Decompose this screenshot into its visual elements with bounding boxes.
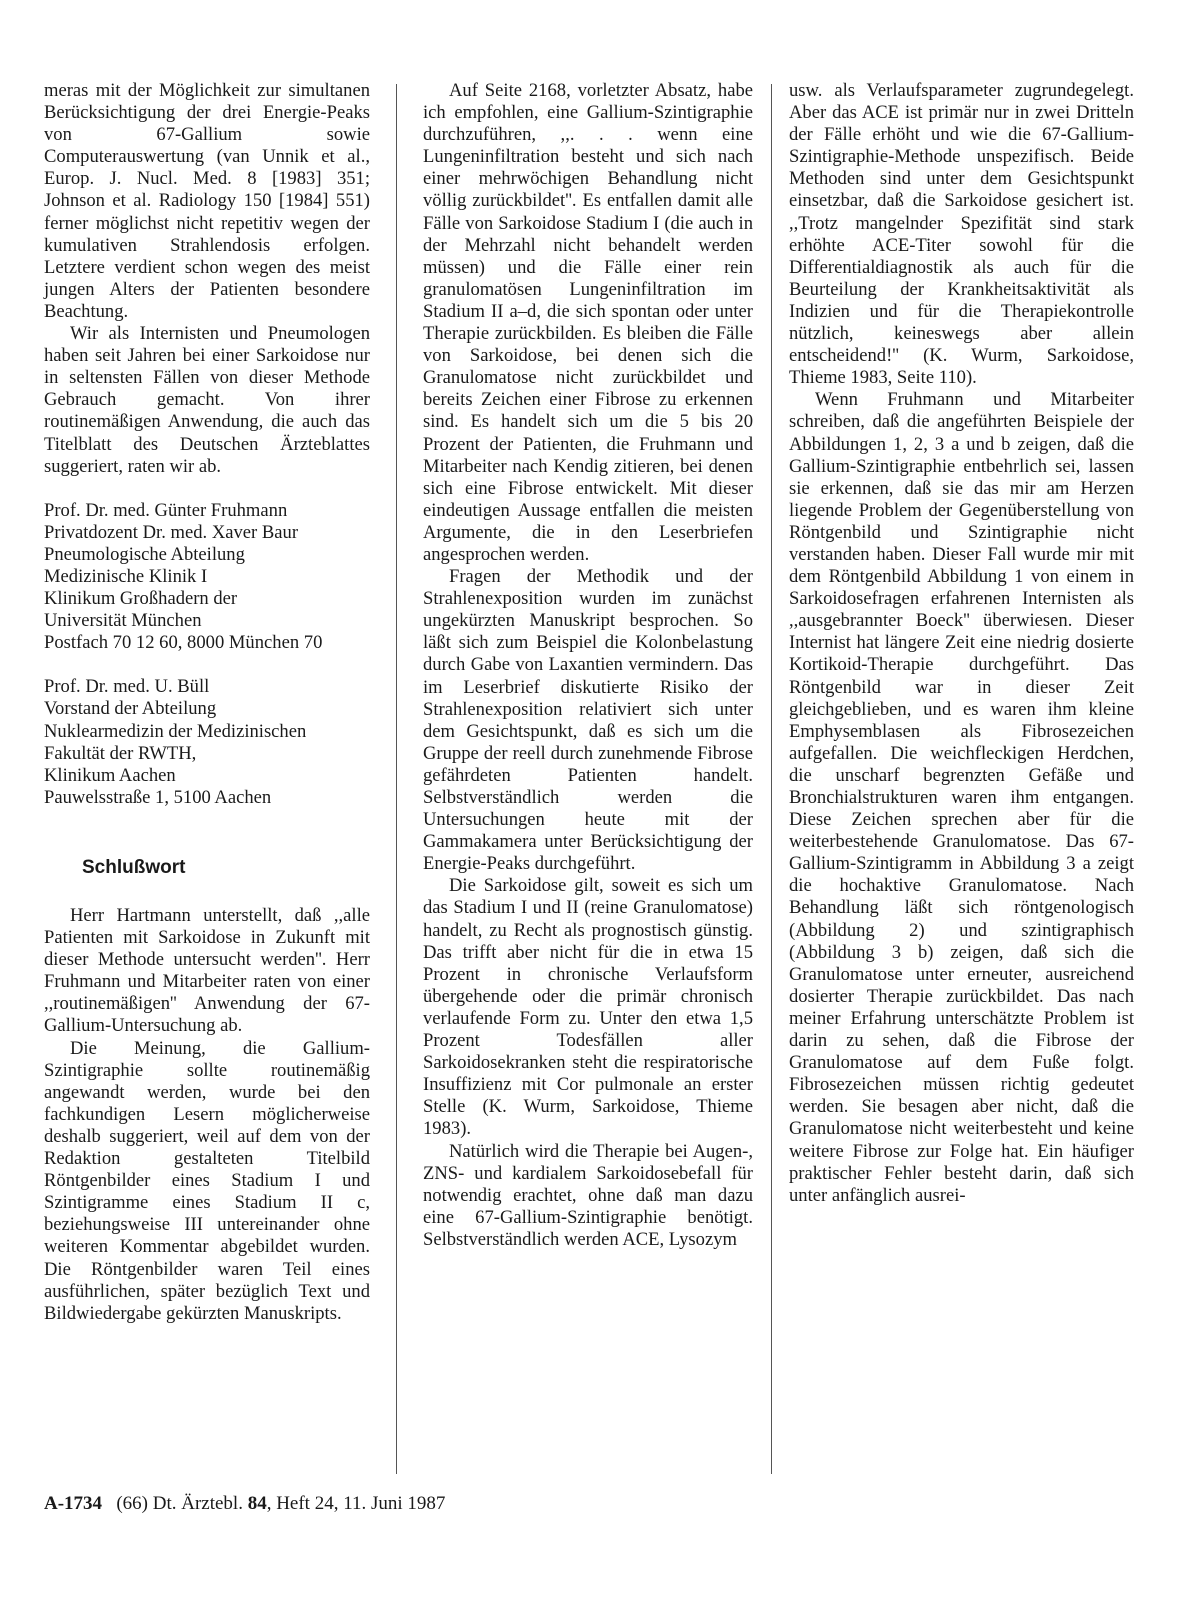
paragraph: Die Meinung, die Gallium-Szintigraphie sollte routinemäßig angewandt werden, wurde bei den fachkundigen Lesern möglicherweise deshalb suggeriert, weil auf dem von der Redaktion gestalteten Titelbild Röntgenbilder eines Stadium I und Szintigramme eines Stadium II c, beziehungsweise III untereinander ohne weiteren Kommentar abgebildet wurden. Die Röntgenbilder waren Teil eines ausführlichen, später bezüglich Text und Bildwiedergabe gekürzten Manuskripts. (44, 1037, 370, 1324)
author-address-2 (44, 676, 370, 809)
address-line: Prof. Dr. med. U. Büll (44, 676, 210, 698)
paragraph: Herr Hartmann unterstellt, daß ,,alle Patienten mit Sarkoidose in Zukunft mit dieser Methode untersucht werden''. Herr Fruhmann und Mitarbeiter raten von einer ,,routinemäßigen'' Anwendung der 67-Gallium-Untersuchung ab. (44, 905, 370, 1037)
address-line: Nuklearmedizin der Medizinischen (44, 720, 307, 742)
address-line: Fakultät der RWTH, (44, 742, 197, 764)
address-line: Privatdozent Dr. med. Xaver Baur (44, 521, 299, 543)
paragraph: Fragen der Methodik und der Strahlenexposition wurden im zunächst ungekürzten Manuskript besprochen. So läßt sich zum Beispiel die Kolonbelastung durch Gabe von Laxantien vermindern. Das im Leserbrief diskutierte Risiko der Strahlenexposition relativiert sich unter dem Gesichtspunkt, daß es sich um die Gruppe der reell durch zunehmende Fibrose gefährdeten Patienten handelt. Selbstverständlich werden die Untersuchungen heute mit der Gammakamera unter Berücksichtigung der Energie-Peaks durchgeführt. (423, 566, 753, 875)
column-rule (396, 84, 397, 1474)
page-footer (44, 1493, 445, 1515)
paragraph: Die Sarkoidose gilt, soweit es sich um das Stadium I und II (reine Granulomatose) handelt, zu Recht als prognostisch günstig. Das trifft aber nicht für die in etwa 15 Prozent in chronische Verlaufsform übergehende oder die primär chronisch verlaufende Form zu. Unter den etwa 1,5 Prozent Todesfällen aller Sarkoidosekranken steht die respiratorische Insuffizienz mit Cor pulmonale an erster Stelle (K. Wurm, Sarkoidose, Thieme 1983). (423, 875, 753, 1140)
address-line: Postfach 70 12 60, 8000 München 70 (44, 632, 323, 654)
address-line: Klinikum Großhadern der (44, 588, 238, 610)
paragraph: Auf Seite 2168, vorletzter Absatz, habe ich empfohlen, eine Gallium-Szintigraphie durchzuführen, ,,. . . wenn eine Lungeninfiltration besteht und sich nach einer mehrwöchigen Behandlung nicht völlig zurückbildet''. Es entfallen damit alle Fälle von Sarkoidose Stadium I (die auch in der Mehrzahl nicht behandelt werden müssen) und die Fälle einer rein granulomatösen Lungeninfiltration im Stadium II a–d, die sich spontan oder unter Therapie zurückbilden. Es bleiben die Fälle von Sarkoidose, bei denen sich die Granulomatose nicht zurückbildet und bereits Zeichen einer Fibrose zu erkennen sind. Es handelt sich um die 5 bis 20 Prozent der Patienten, die Fruhmann und Mitarbeiter nach Kendig zitieren, bei denen sich eine Fibrose entwickelt. Mit dieser eindeutigen Aussage entfallen die meisten Argumente, die in den Leserbriefen angesprochen werden. (423, 80, 753, 565)
column-right (789, 80, 1134, 1207)
journal-volume: 84 (247, 1493, 267, 1514)
address-line: Klinikum Aachen (44, 764, 176, 786)
journal-issue: , Heft 24, 11. Juni 1987 (266, 1493, 446, 1514)
paragraph: Wir als Internisten und Pneumologen haben seit Jahren bei einer Sarkoidose nur in seltensten Fällen von dieser Methode Gebrauch gemacht. Von ihrer routinemäßigen Anwendung, die auch das Titelblatt des Deutschen Ärzteblattes suggeriert, raten wir ab. (44, 323, 370, 477)
column-left (44, 80, 370, 1325)
paragraph: Natürlich wird die Therapie bei Augen-, ZNS- und kardialem Sarkoidosebefall für notwendig erachtet, ohne daß man dazu eine 67-Gallium-Szintigraphie benötigt. Selbstverständlich werden ACE, Lysozym (423, 1140, 753, 1250)
journal-citation: (66) Dt. Ärztebl. (116, 1493, 243, 1514)
author-address-1 (44, 500, 370, 655)
address-line: Pauwelsstraße 1, 5100 Aachen (44, 786, 272, 808)
paragraph: usw. als Verlaufsparameter zugrundegelegt. Aber das ACE ist primär nur in zwei Dritteln der Fälle erhöht und wie die 67-Gallium-Szintigraphie-Methode unspezifisch. Beide Methoden sind unter dem Gesichtspunkt einsetzbar, daß die Sarkoidose gesichert ist. ,,Trotz mangelnder Spezifität sind stark erhöhte ACE-Titer sowohl für die Differentialdiagnostik als auch für die Beurteilung der Krankheitsaktivität als Indizien und für die Therapiekontrolle nützlich, keineswegs aber allein entscheidend!'' (K. Wurm, Sarkoidose, Thieme 1983, Seite 110). (789, 80, 1134, 389)
column-rule (771, 84, 772, 1474)
address-line: Prof. Dr. med. Günter Fruhmann (44, 499, 288, 521)
section-heading: Schlußwort (82, 856, 186, 878)
address-line: Universität München (44, 610, 202, 632)
paragraph: Wenn Fruhmann und Mitarbeiter schreiben, daß die angeführten Beispiele der Abbildungen 1, 2, 3 a und b zeigen, daß die Gallium-Szintigraphie entbehrlich sei, lassen sie erkennen, daß sie das mir am Herzen liegende Problem der Gegenüberstellung von Röntgenbild und Szintigraphie nicht verstanden haben. Dieser Fall wurde mir mit dem Röntgenbild Abbildung 1 von einem in Sarkoidosefragen erfahrenen Internisten als ,,ausgebrannter Boeck'' überwiesen. Dieser Internist hat längere Zeit eine niedrig dosierte Kortikoid-Therapie durchgeführt. Das Röntgenbild war in dieser Zeit gleichgeblieben, und es waren ihm kleine Emphysemblasen als Fibrosezeichen aufgefallen. Die weichfleckigen Herdchen, die unscharf begrenzten Gefäße und Bronchialstrukturen waren ihm entgangen. Diese Zeichen sprechen aber für die weiterbestehende Granulomatose. Das 67-Gallium-Szintigramm in Abbildung 3 a zeigt die hochaktive Granulomatose. Nach Behandlung läßt sich röntgenologisch (Abbildung 2) und szintigraphisch (Abbildung 3 b) zeigen, daß sich die Granulomatose unter erneuter, ausreichend dosierter Therapie zurückbildet. Das nach meiner Erfahrung unterschätzte Problem ist darin zu sehen, daß die Fibrose der Granulomatose auf dem Fuße folgt. Fibrosezeichen müssen richtig gedeutet werden. Sie besagen aber nicht, daß die Granulomatose nicht weiterbesteht und keine weitere Fibrose zur Folge hat. Ein häufiger praktischer Fehler besteht darin, daß sich unter anfänglich ausrei- (789, 389, 1134, 1206)
address-line: Pneumologische Abteilung (44, 543, 245, 565)
address-line: Vorstand der Abteilung (44, 698, 217, 720)
address-line: Medizinische Klinik I (44, 565, 208, 587)
column-middle (423, 80, 753, 1251)
paragraph: meras mit der Möglichkeit zur simultanen Berücksichtigung der drei Energie-Peaks von 67-Gallium sowie Computerauswertung (van Unnik et al., Europ. J. Nucl. Med. 8 [1983] 351; Johnson et al. Radiology 150 [1984] 551) ferner möglichst nicht repetitiv wegen der kumulativen Strahlendosis erfolgen. Letztere verdient schon wegen des meist jungen Alters der Patienten besondere Beachtung. (44, 80, 370, 322)
page-number: A-1734 (44, 1493, 103, 1514)
